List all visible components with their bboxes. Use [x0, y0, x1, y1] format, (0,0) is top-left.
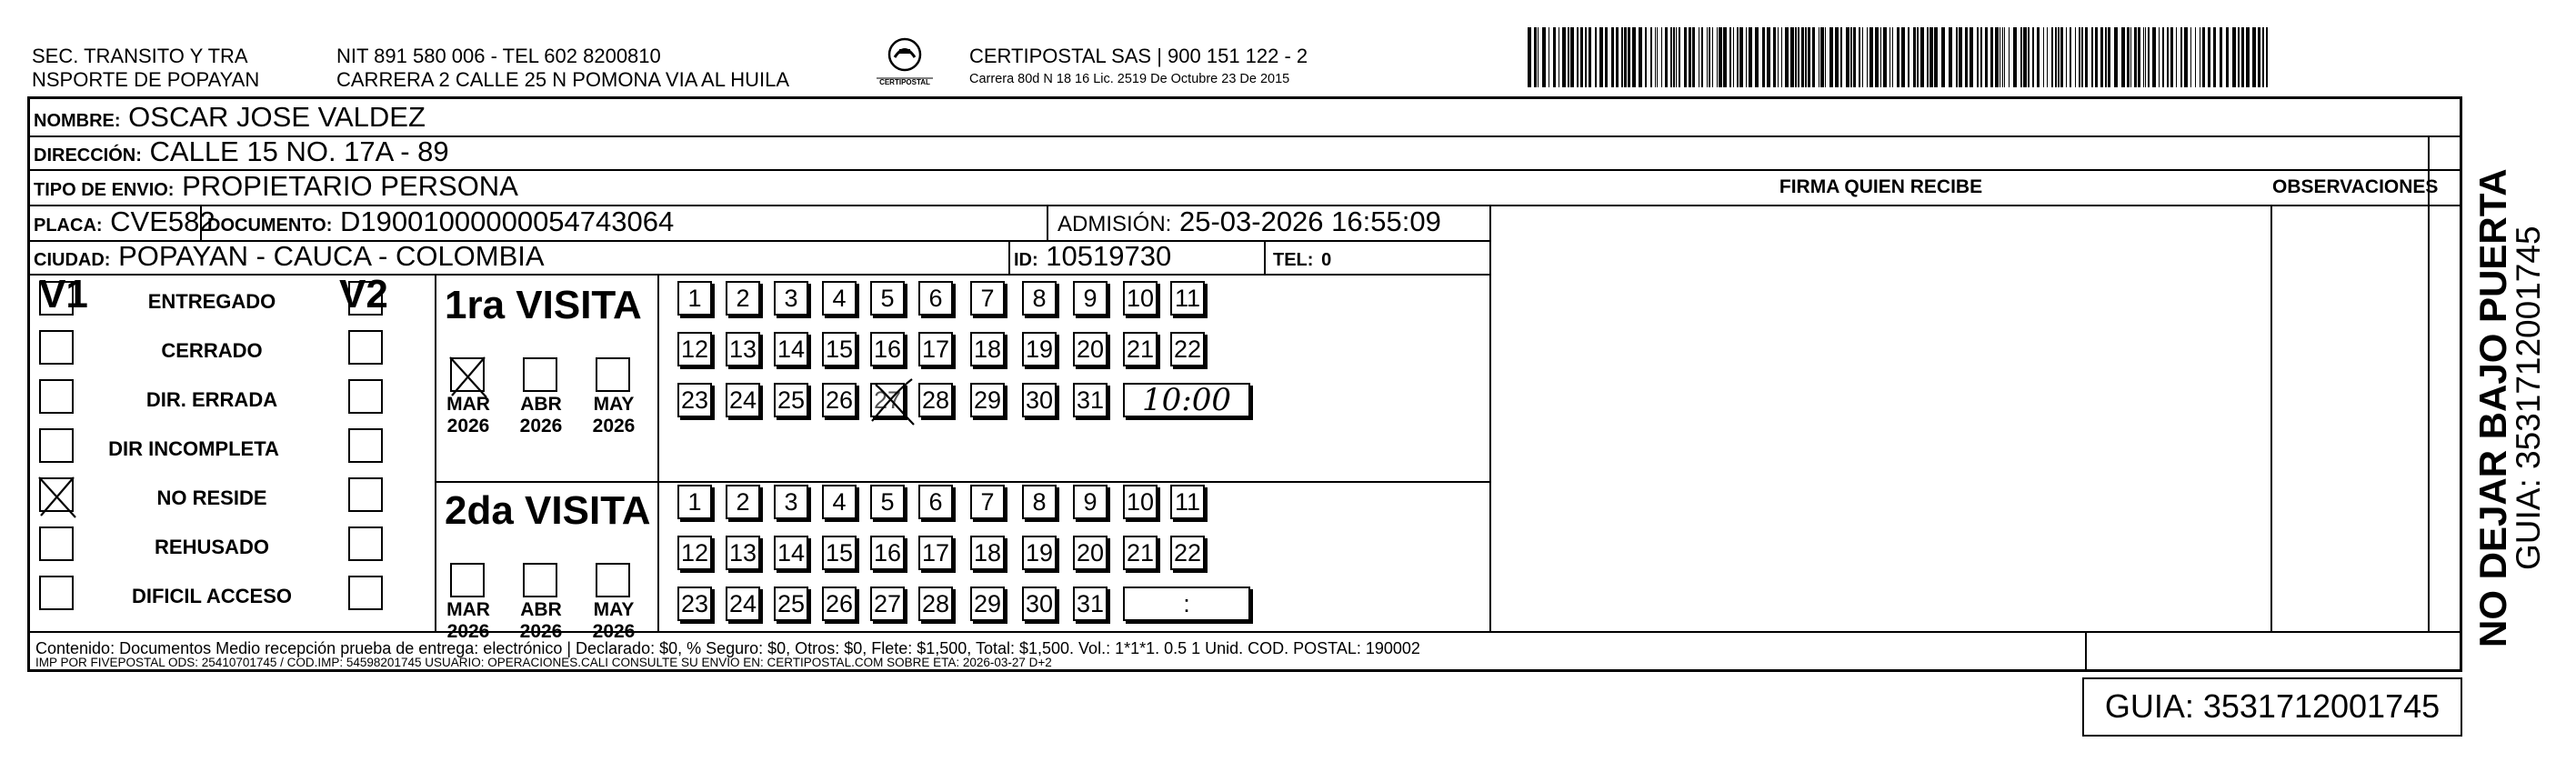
handwritten-x-mark [448, 356, 492, 399]
id-value: 10519730 [1046, 240, 1172, 272]
status-label-dir-errada: DIR. ERRADA [145, 388, 278, 411]
second-visit-month-may-name: MAY [593, 599, 635, 620]
observaciones-header: OBSERVACIONES [2272, 176, 2439, 197]
footer-imp: IMP POR FIVEPOSTAL ODS: 25410701745 / COD.IMP: 54598201745 USUARIO: OPERACIONES.CALI CONSULTE SU ENVIO EN: CERTIPOSTAL.COM SOBRE ETA: 2026-03-27 D+2 [35, 656, 1052, 669]
second-visit-day-19: 19 [1022, 536, 1057, 570]
v2-checkbox-dificil-acceso [348, 576, 383, 610]
first-visit-day-5: 5 [870, 281, 905, 316]
second-visit-day-24: 24 [726, 587, 760, 621]
status-label-dir-incompleta: DIR INCOMPLETA [108, 437, 279, 460]
first-visit-time-box: 10:00 [1123, 383, 1250, 417]
status-label-cerrado: CERRADO [161, 339, 263, 362]
direccion-row [34, 135, 449, 172]
second-visit-day-26: 26 [822, 587, 857, 621]
second-visit-month-abr-checkbox [523, 563, 557, 597]
tipo-envio-row [34, 170, 518, 206]
first-visit-month-abr-checkbox [523, 357, 557, 392]
first-visit-day-14: 14 [774, 332, 808, 366]
second-visit-month-may-label [586, 599, 641, 643]
v2-checkbox-dir-incompleta [348, 428, 383, 463]
second-visit-day-17: 17 [918, 536, 953, 570]
first-visit-month-mar-name: MAR [446, 394, 490, 415]
second-visit-month-mar-checkbox [450, 563, 485, 597]
first-visit-day-7: 7 [970, 281, 1005, 316]
first-visit-day-4: 4 [822, 281, 857, 316]
sender-address: CARRERA 2 CALLE 25 N POMONA VIA AL HUILA [336, 68, 790, 91]
status-label-rehusado: REHUSADO [155, 536, 269, 558]
sender-name-line2: NSPORTE DE POPAYAN [32, 68, 260, 91]
delivery-form [27, 96, 2462, 672]
first-visit-day-28: 28 [918, 383, 953, 417]
first-visit-day-31: 31 [1073, 383, 1108, 417]
placa-label: PLACA: [34, 216, 103, 236]
v2-checkbox-dir-errada [348, 379, 383, 414]
second-visit-day-31: 31 [1073, 587, 1108, 621]
second-visit-day-18: 18 [970, 536, 1005, 570]
side-guia: GUIA: 3531712001745 [2510, 226, 2547, 570]
second-visit-day-22: 22 [1170, 536, 1205, 570]
nombre-value: OSCAR JOSE VALDEZ [128, 101, 426, 133]
documento-row [207, 206, 674, 242]
id-label: ID: [1014, 250, 1038, 270]
v1-checkbox-dir-errada [39, 379, 74, 414]
second-visit-day-21: 21 [1123, 536, 1158, 570]
second-visit-month-abr-label [514, 599, 568, 643]
v2-label: V2 [339, 272, 388, 316]
company-line: CERTIPOSTAL SAS | 900 151 122 - 2 [969, 45, 1308, 67]
first-visit-day-11: 11 [1170, 281, 1205, 316]
logo-text: CERTIPOSTAL [879, 78, 930, 86]
admision-value: 25-03-2026 16:55:09 [1178, 206, 1441, 237]
first-visit-month-mar-label [441, 394, 496, 437]
v1-checkbox-cerrado [39, 330, 74, 365]
first-visit-day-22: 22 [1170, 332, 1205, 366]
second-visit-month-may-year: 2026 [592, 621, 636, 642]
first-visit-day-24: 24 [726, 383, 760, 417]
handwritten-x-mark [37, 476, 81, 519]
second-visit-day-3: 3 [774, 485, 808, 519]
second-visit-day-1: 1 [677, 485, 712, 519]
firma-header: FIRMA QUIEN RECIBE [1779, 176, 1983, 197]
nombre-row [34, 101, 426, 137]
second-visit-day-25: 25 [774, 587, 808, 621]
admision-row [1057, 206, 1441, 241]
ciudad-label: CIUDAD: [34, 250, 111, 270]
first-visit-day-21: 21 [1123, 332, 1158, 366]
first-visit-month-mar-year: 2026 [446, 416, 490, 436]
first-visit-day-16: 16 [870, 332, 905, 366]
second-visit-title: 2da VISITA [445, 488, 651, 533]
second-visit-day-15: 15 [822, 536, 857, 570]
admision-label: ADMISIÓN: [1057, 212, 1172, 236]
status-label-no-reside: NO RESIDE [156, 486, 267, 509]
sender-name-line1: SEC. TRANSITO Y TRA [32, 45, 248, 67]
nombre-label: NOMBRE: [34, 111, 121, 131]
first-visit-day-9: 9 [1073, 281, 1108, 316]
status-label-entregado: ENTREGADO [147, 290, 276, 313]
second-visit-day-6: 6 [918, 485, 953, 519]
second-visit-day-16: 16 [870, 536, 905, 570]
ciudad-row [34, 240, 545, 276]
documento-label: DOCUMENTO: [207, 216, 333, 236]
v1-checkbox-rehusado [39, 526, 74, 561]
second-visit-day-10: 10 [1123, 485, 1158, 519]
first-visit-day-27: 27 [870, 383, 905, 417]
first-visit-day-6: 6 [918, 281, 953, 316]
second-visit-day-20: 20 [1073, 536, 1108, 570]
first-visit-month-abr-name: ABR [520, 394, 562, 415]
footer-contenido: Contenido: Documentos Medio recepción prueba de entrega: electrónico | Declarado: $0, % Seguro: $0, Otros: $0, Flete: $1,500, Total: $1,500. Vol.: 1*1*1. 0.5 1 Unid. COD. POSTAL: 190002 [35, 639, 1420, 657]
second-visit-day-30: 30 [1022, 587, 1057, 621]
barcode [1528, 27, 2273, 87]
second-visit-month-mar-label [441, 599, 496, 643]
first-visit-day-30: 30 [1022, 383, 1057, 417]
placa-row [34, 206, 216, 242]
second-visit-day-12: 12 [677, 536, 712, 570]
second-visit-day-23: 23 [677, 587, 712, 621]
no-dejar-bajo-puerta: NO DEJAR BAJO PUERTA [2471, 168, 2514, 647]
second-visit-day-27: 27 [870, 587, 905, 621]
first-visit-day-17: 17 [918, 332, 953, 366]
first-visit-day-18: 18 [970, 332, 1005, 366]
documento-value: D19001000000054743064 [340, 206, 675, 237]
v2-checkbox-rehusado [348, 526, 383, 561]
v2-checkbox-entregado [348, 281, 383, 316]
v2-checkbox-no-reside [348, 477, 383, 512]
tel-label: TEL: [1273, 250, 1314, 270]
second-visit-day-13: 13 [726, 536, 760, 570]
v1-label: V1 [39, 272, 88, 316]
first-visit-day-13: 13 [726, 332, 760, 366]
first-visit-month-abr-label [514, 394, 568, 437]
second-visit-day-7: 7 [970, 485, 1005, 519]
v2-checkbox-cerrado [348, 330, 383, 365]
second-visit-day-8: 8 [1022, 485, 1057, 519]
first-visit-day-8: 8 [1022, 281, 1057, 316]
second-visit-month-abr-year: 2026 [519, 621, 563, 642]
first-visit-day-29: 29 [970, 383, 1005, 417]
first-visit-month-mar-checkbox [450, 357, 485, 392]
guia-box: GUIA: 3531712001745 [2082, 677, 2462, 737]
first-visit-day-23: 23 [677, 383, 712, 417]
tel-row [1273, 240, 1331, 276]
second-visit-day-14: 14 [774, 536, 808, 570]
first-visit-day-2: 2 [726, 281, 760, 316]
first-visit-day-20: 20 [1073, 332, 1108, 366]
second-visit-month-mar-name: MAR [446, 599, 490, 620]
second-visit-day-29: 29 [970, 587, 1005, 621]
first-visit-day-10: 10 [1123, 281, 1158, 316]
id-row [1014, 240, 1171, 276]
first-visit-month-may-name: MAY [593, 394, 635, 415]
second-visit-time-box: : [1123, 587, 1250, 621]
tipo-envio-label: TIPO DE ENVIO: [34, 180, 175, 200]
second-visit-day-9: 9 [1073, 485, 1108, 519]
first-visit-month-may-year: 2026 [592, 416, 636, 436]
second-visit-month-may-checkbox [596, 563, 630, 597]
direccion-value: CALLE 15 NO. 17A - 89 [149, 135, 449, 167]
tel-value: 0 [1321, 250, 1332, 270]
second-visit-day-2: 2 [726, 485, 760, 519]
direccion-label: DIRECCIÓN: [34, 145, 142, 165]
first-visit-day-12: 12 [677, 332, 712, 366]
v1-checkbox-entregado [39, 281, 74, 316]
v1-checkbox-no-reside [39, 477, 74, 512]
first-visit-title: 1ra VISITA [445, 283, 642, 327]
ciudad-value: POPAYAN - CAUCA - COLOMBIA [118, 240, 545, 272]
v1-checkbox-dificil-acceso [39, 576, 74, 610]
tipo-envio-value: PROPIETARIO PERSONA [182, 170, 518, 202]
second-visit-month-mar-year: 2026 [446, 621, 490, 642]
second-visit-day-11: 11 [1170, 485, 1205, 519]
second-visit-day-5: 5 [870, 485, 905, 519]
second-visit-day-28: 28 [918, 587, 953, 621]
first-visit-month-may-checkbox [596, 357, 630, 392]
first-visit-day-25: 25 [774, 383, 808, 417]
company-license: Carrera 80d N 18 16 Lic. 2519 De Octubre 23 De 2015 [969, 72, 1290, 86]
second-visit-month-abr-name: ABR [520, 599, 562, 620]
placa-value: CVE582 [110, 206, 216, 237]
handwritten-day-mark [867, 376, 921, 430]
first-visit-month-may-label [586, 394, 641, 437]
certipostal-logo [873, 33, 937, 93]
first-visit-day-3: 3 [774, 281, 808, 316]
status-label-dificil-acceso: DIFICIL ACCESO [131, 585, 292, 607]
first-visit-day-15: 15 [822, 332, 857, 366]
first-visit-month-abr-year: 2026 [519, 416, 563, 436]
first-visit-day-26: 26 [822, 383, 857, 417]
first-visit-day-1: 1 [677, 281, 712, 316]
sender-nit: NIT 891 580 006 - TEL 602 8200810 [336, 45, 661, 67]
first-visit-day-19: 19 [1022, 332, 1057, 366]
second-visit-day-4: 4 [822, 485, 857, 519]
